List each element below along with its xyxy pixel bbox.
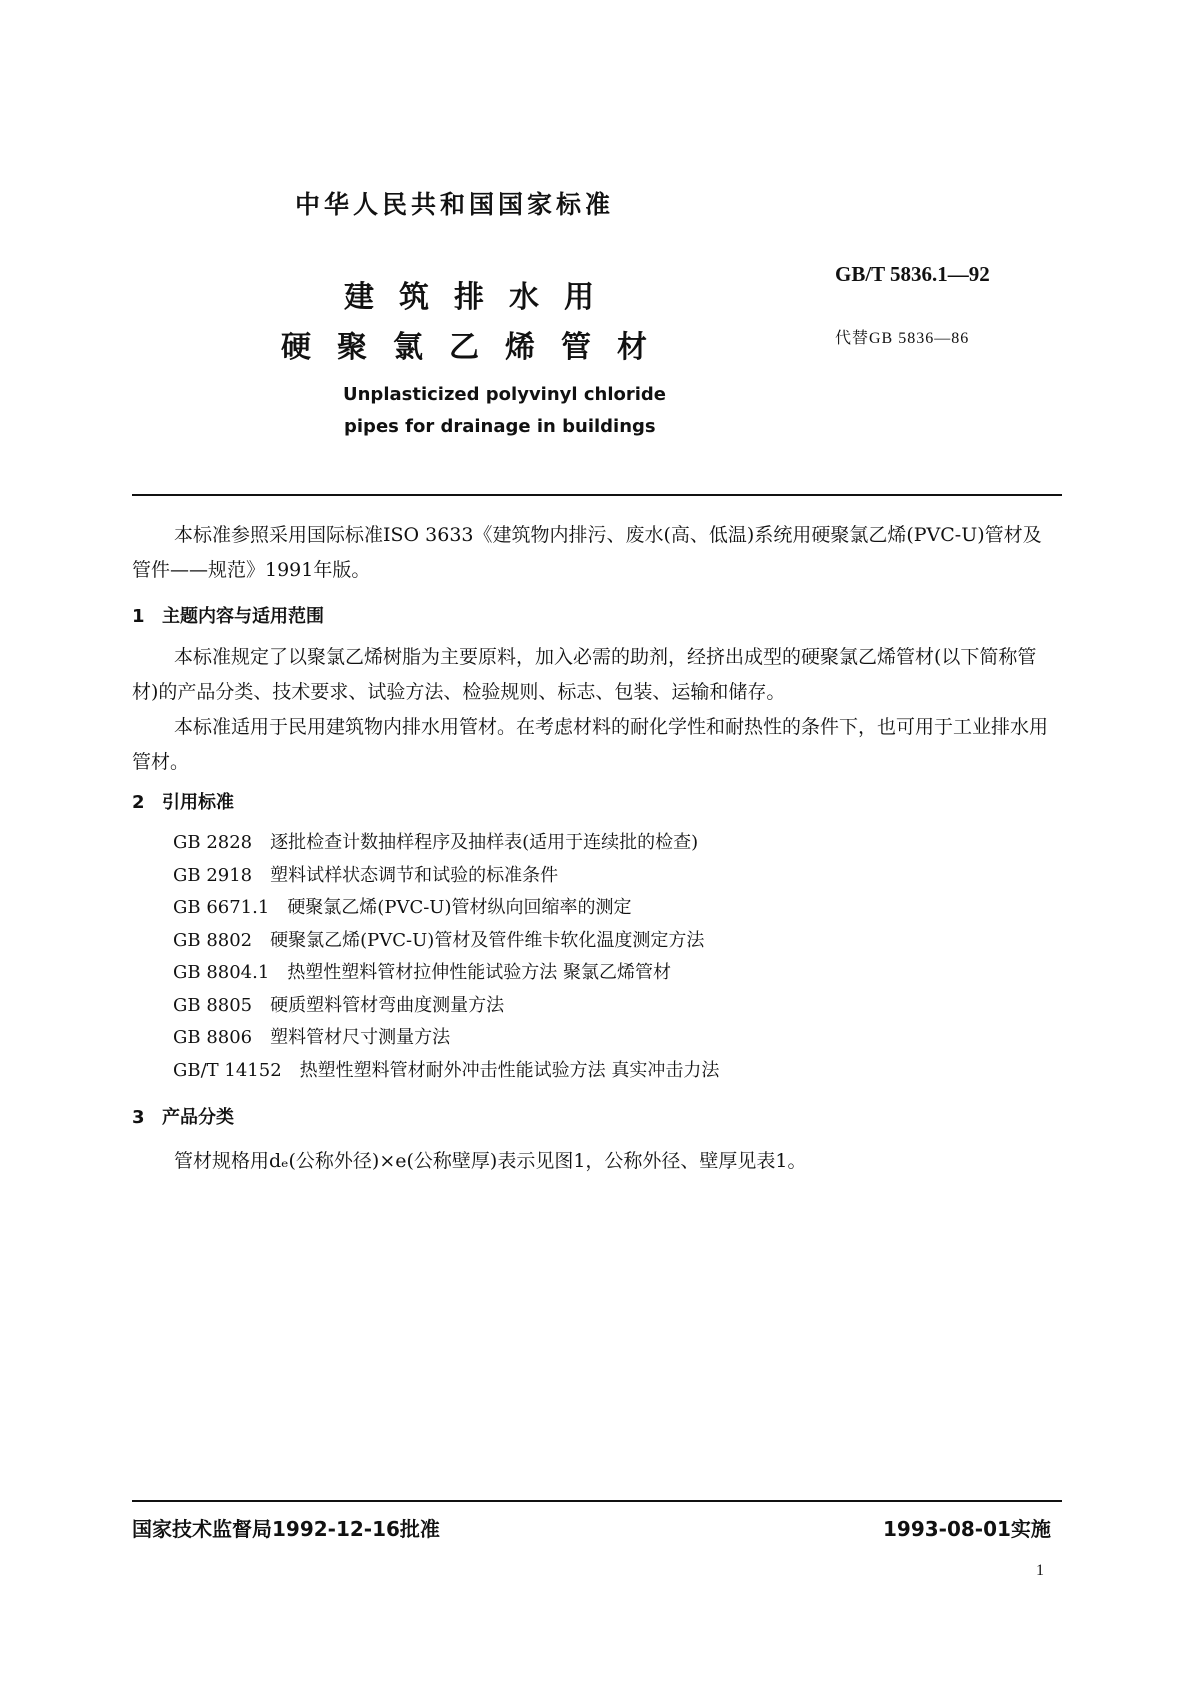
section-number: 1 bbox=[132, 606, 145, 627]
reference-code: GB 8804.1 bbox=[173, 962, 270, 983]
section-number: 2 bbox=[132, 792, 145, 813]
reference-title: 塑料试样状态调节和试验的标准条件 bbox=[270, 864, 559, 886]
scope-paragraph: 本标准适用于民用建筑物内排水用管材。在考虑材料的耐化学性和耐热性的条件下，也可用于工业排水用管材。 bbox=[132, 716, 1049, 773]
reference-item bbox=[173, 1055, 719, 1088]
document-title-line2: 硬聚氯乙烯管材 bbox=[281, 330, 673, 365]
section-heading-3 bbox=[132, 1103, 234, 1129]
reference-list bbox=[173, 827, 719, 1087]
reference-item bbox=[173, 860, 719, 893]
reference-item bbox=[173, 925, 719, 958]
implementation-date: 1993-08-01实施 bbox=[883, 1517, 1051, 1541]
reference-title: 塑料管材尺寸测量方法 bbox=[270, 1027, 451, 1048]
section-number: 3 bbox=[132, 1107, 145, 1128]
classification-paragraph: 管材规格用dₑ(公称外径)×e(公称壁厚)表示见图1，公称外径、壁厚见表1。 bbox=[174, 1150, 807, 1172]
scope-section-body bbox=[132, 640, 1060, 780]
reference-item bbox=[173, 990, 719, 1023]
header-divider bbox=[132, 494, 1062, 496]
standard-number: GB/T 5836.1—92 bbox=[835, 262, 990, 286]
reference-title: 硬聚氯乙烯(PVC-U)管材及管件维卡软化温度测定方法 bbox=[270, 929, 705, 951]
approval-date: 国家技术监督局1992-12-16批准 bbox=[132, 1517, 440, 1541]
scope-paragraph: 本标准规定了以聚氯乙烯树脂为主要原料，加入必需的助剂，经挤出成型的硬聚氯乙烯管材(以下简称管材)的产品分类、技术要求、试验方法、检验规则、标志、包装、运输和储存。 bbox=[132, 646, 1037, 703]
section-title: 主题内容与适用范围 bbox=[162, 606, 324, 627]
reference-title: 硬质塑料管材弯曲度测量方法 bbox=[270, 994, 505, 1016]
reference-code: GB 8802 bbox=[173, 929, 253, 951]
reference-item bbox=[173, 827, 719, 860]
replaces-standard: 代替GB 5836—86 bbox=[835, 330, 970, 347]
reference-item bbox=[173, 1022, 719, 1055]
reference-code: GB 8805 bbox=[173, 994, 253, 1016]
page-number: 1 bbox=[1036, 1562, 1044, 1579]
reference-title: 逐批检查计数抽样程序及抽样表(适用于连续批的检查) bbox=[270, 832, 699, 853]
reference-title: 硬聚氯乙烯(PVC-U)管材纵向回缩率的测定 bbox=[287, 897, 632, 918]
section-title: 产品分类 bbox=[162, 1107, 234, 1128]
reference-title: 热塑性塑料管材耐外冲击性能试验方法 真实冲击力法 bbox=[299, 1059, 720, 1081]
reference-code: GB 2918 bbox=[173, 864, 253, 886]
footer-divider bbox=[132, 1500, 1062, 1502]
section-heading-1 bbox=[132, 602, 324, 628]
english-title-line2: pipes for drainage in buildings bbox=[344, 416, 656, 437]
reference-item bbox=[173, 892, 719, 925]
reference-code: GB 2828 bbox=[173, 832, 253, 853]
reference-code: GB 8806 bbox=[173, 1027, 253, 1048]
national-standard-title: 中华人民共和国国家标准 bbox=[295, 190, 615, 219]
document-title-line1: 建筑排水用 bbox=[344, 280, 619, 315]
reference-code: GB 6671.1 bbox=[173, 897, 270, 918]
reference-code: GB/T 14152 bbox=[173, 1059, 282, 1081]
reference-item bbox=[173, 957, 719, 990]
reference-title: 热塑性塑料管材拉伸性能试验方法 聚氯乙烯管材 bbox=[287, 962, 672, 983]
section-title: 引用标准 bbox=[162, 792, 234, 813]
preface-paragraph: 本标准参照采用国际标准ISO 3633《建筑物内排污、废水(高、低温)系统用硬聚氯乙烯(PVC-U)管材及管件——规范》1991年版。 bbox=[132, 524, 1042, 581]
english-title-line1: Unplasticized polyvinyl chloride bbox=[343, 384, 666, 405]
section-heading-2 bbox=[132, 788, 234, 814]
